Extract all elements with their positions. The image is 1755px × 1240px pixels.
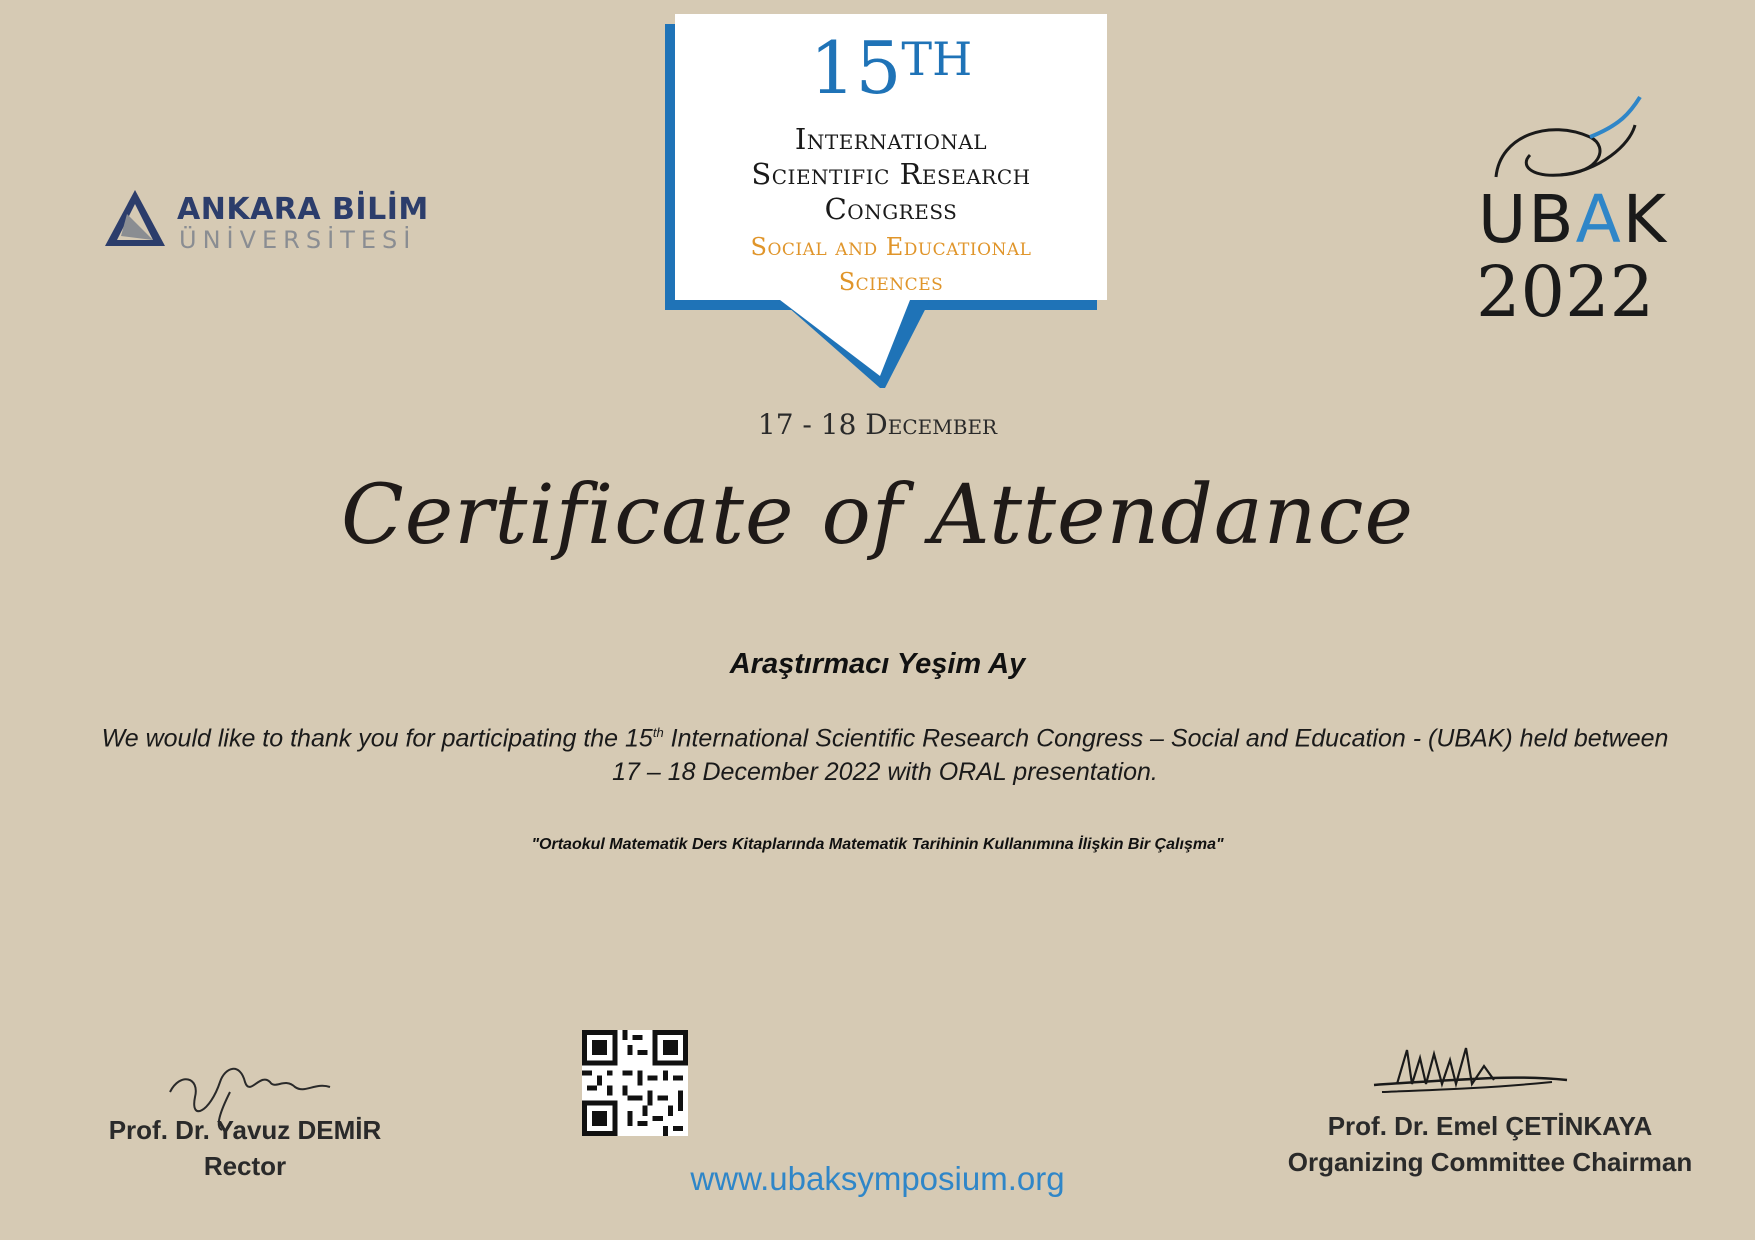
ubak-year: 2022 [1476,251,1655,333]
congress-badge [675,14,1107,300]
ubak-swoosh-icon [1490,95,1650,185]
qr-code-icon [582,1030,688,1136]
chairman-role: Organizing Committee Chairman [1287,1147,1693,1177]
ankara-bilim-logo [103,188,443,254]
rector-role: Rector [203,1151,287,1181]
thanks-text: We would like to thank you for participating the 15th International Scientific Research Congress – Social and Education - (UBAK) held between 17 – 18 December 2022 with ORAL presentation. [101,724,1669,787]
congress-subtitle: Social and Educational Sciences [750,233,1032,296]
certificate-title: Certificate of Attendance [340,468,1415,563]
congress-dates: 17 - 18 December [757,408,998,441]
congress-edition: 15TH [809,26,973,110]
website-link[interactable]: www.ubaksymposium.org [690,1160,1065,1197]
ubak-name: UBAK [1478,181,1669,258]
chairman-signature [1372,1040,1572,1110]
ubak-logo [1470,95,1669,335]
ankara-bilim-logo-mark-icon [103,188,167,248]
paper-title: "Ortaokul Matematik Ders Kitaplarında Matematik Tarihinin Kullanımına İlişkin Bir Çalışma" [531,836,1224,853]
chairman-name: Prof. Dr. Emel ÇETİNKAYA [1327,1111,1653,1141]
congress-title: International Scientific Research Congress [751,122,1031,226]
ankara-logo-line2: ÜNİVERSİTESİ [179,226,417,254]
ankara-logo-line1: ANKARA BİLİM [177,192,429,227]
congress-badge-tail [780,300,930,390]
recipient-name: Araştırmacı Yeşim Ay [729,648,1026,680]
rector-name: Prof. Dr. Yavuz DEMİR [108,1115,382,1145]
